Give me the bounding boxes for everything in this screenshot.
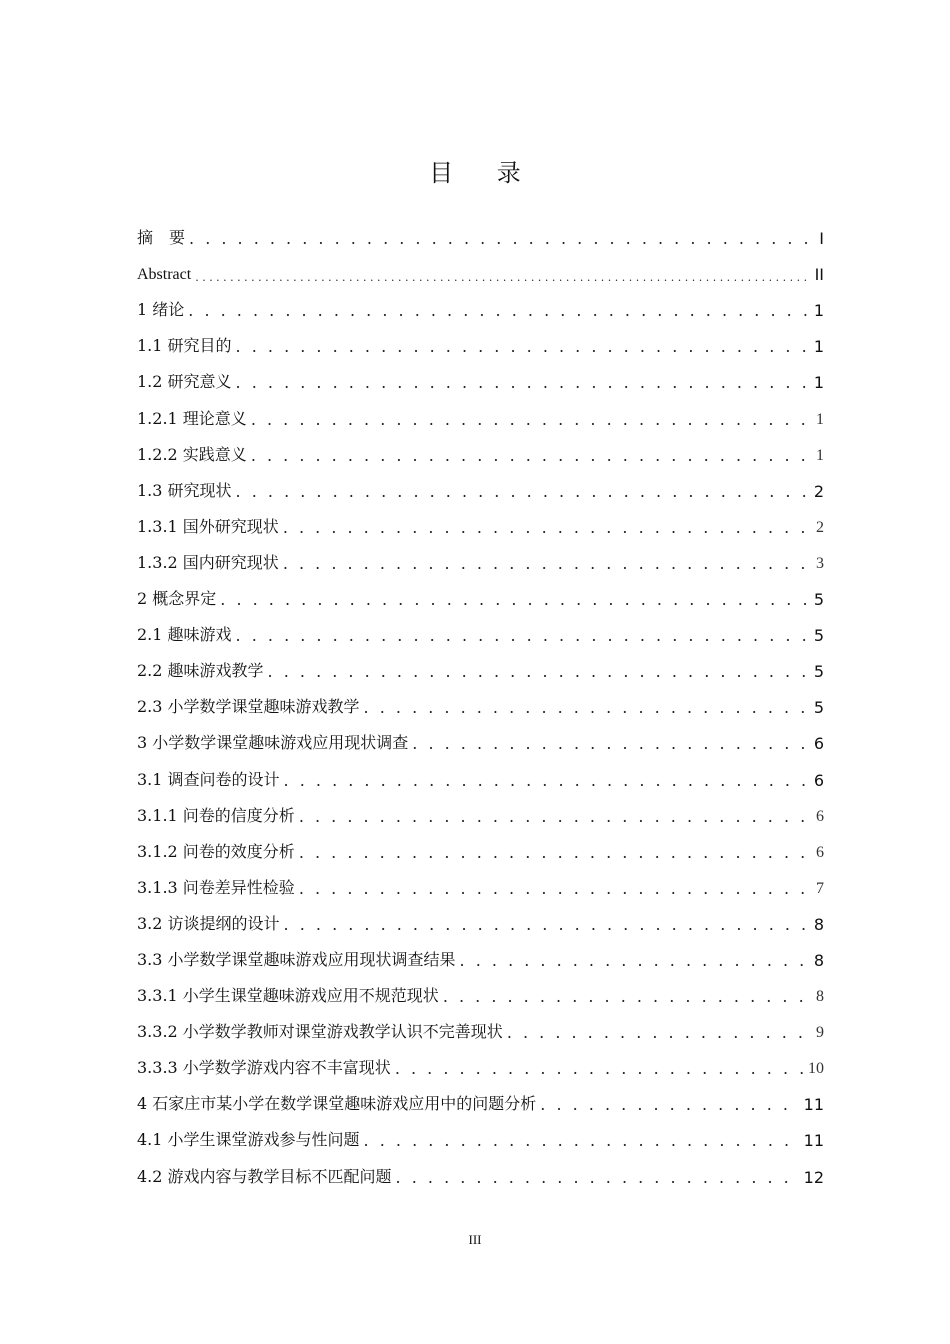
dot-leader	[460, 951, 810, 970]
toc-entry-4-1[interactable]	[137, 1120, 824, 1156]
page-title: 目 录	[429, 159, 539, 187]
toc-entry-title: 3.3.3 小学数学游戏内容不丰富现状	[137, 1058, 391, 1078]
toc-entry-page: 1	[813, 301, 824, 321]
dot-leader	[251, 410, 810, 429]
toc-entry-page: 8	[813, 914, 824, 934]
toc-entry-page: 6	[813, 734, 824, 754]
toc-entry-3-1-3[interactable]	[137, 868, 824, 904]
toc-entry-title: 3.3.2 小学数学教师对课堂游戏教学认识不完善现状	[137, 1022, 503, 1042]
toc-entry-3-3-3[interactable]	[137, 1048, 824, 1084]
dot-leader	[412, 734, 810, 753]
toc-entry-page: II	[814, 265, 824, 285]
toc-entry-3-3-2[interactable]	[137, 1012, 824, 1048]
dot-leader	[189, 229, 810, 248]
toc-entry-1-1[interactable]	[137, 326, 824, 362]
dot-leader	[195, 271, 810, 284]
toc-entry-page: 1	[813, 373, 824, 393]
dot-leader	[236, 482, 810, 501]
toc-entry-title: 3.1 调查问卷的设计	[137, 769, 280, 789]
toc-entry-2-3[interactable]	[137, 687, 824, 723]
toc-entry-abstract-cn[interactable]	[137, 218, 824, 254]
toc-entry-title: 1 绪论	[137, 300, 185, 320]
dot-leader	[284, 771, 810, 790]
dot-leader	[283, 554, 810, 573]
toc-entry-page: 5	[813, 590, 824, 610]
toc-entry-2-1[interactable]	[137, 615, 824, 651]
toc-entry-page: 2	[813, 481, 824, 501]
toc-entry-page: 8	[816, 988, 824, 1006]
toc-entry-page: 9	[816, 1024, 824, 1042]
toc-entry-title: 1.1 研究目的	[137, 336, 232, 356]
toc-entry-3-3[interactable]	[137, 940, 824, 976]
dot-leader	[220, 590, 810, 609]
toc-entry-title: 1.2.2 实践意义	[137, 444, 247, 464]
toc-entry-page: 11	[803, 1095, 824, 1115]
toc-entry-page: 1	[816, 410, 824, 428]
dot-leader	[396, 1168, 800, 1187]
toc-entry-1-2[interactable]	[137, 362, 824, 398]
dot-leader	[299, 879, 810, 898]
toc-entry-1-2-1[interactable]	[137, 398, 824, 434]
dot-leader	[299, 807, 810, 826]
toc-entry-1-3-1[interactable]	[137, 507, 824, 543]
toc-entry-title: 3.2 访谈提纲的设计	[137, 913, 280, 933]
toc-entry-page: 10	[808, 1060, 824, 1078]
toc-entry-title: 4 石家庄市某小学在数学课堂趣味游戏应用中的问题分析	[137, 1094, 537, 1114]
toc-entry-title: 3 小学数学课堂趣味游戏应用现状调查	[137, 733, 409, 753]
toc-entry-page: I	[819, 229, 824, 249]
toc-entry-page: 5	[813, 662, 824, 682]
toc-entry-title: 1.3 研究现状	[137, 480, 232, 500]
toc-entry-title: 1.3.2 国内研究现状	[137, 552, 279, 572]
toc-entry-page: 2	[816, 518, 824, 536]
toc-entry-1-3[interactable]	[137, 471, 824, 507]
dot-leader	[251, 446, 810, 465]
toc-entry-page: 5	[813, 626, 824, 646]
toc-entry-page: 8	[813, 950, 824, 970]
toc-entry-title: 4.1 小学生课堂游戏参与性问题	[137, 1130, 360, 1150]
dot-leader	[299, 843, 810, 862]
toc-entry-title: Abstract	[137, 266, 192, 284]
toc-entry-title: 1.3.1 国外研究现状	[137, 516, 279, 536]
dot-leader	[540, 1095, 799, 1114]
toc-entry-3-1[interactable]	[137, 759, 824, 795]
toc-entry-title: 3.3.1 小学生课堂趣味游戏应用不规范现状	[137, 986, 439, 1006]
dot-leader	[268, 662, 810, 681]
toc-entry-title: 2.1 趣味游戏	[137, 625, 232, 645]
toc-entry-page: 7	[816, 879, 824, 897]
toc-entry-2-2[interactable]	[137, 651, 824, 687]
toc-entry-3-1-1[interactable]	[137, 796, 824, 832]
toc-entry-page: 11	[803, 1131, 824, 1151]
dot-leader	[284, 915, 810, 934]
dot-leader	[236, 337, 810, 356]
toc-entry-3[interactable]	[137, 723, 824, 759]
toc-entry-page: 1	[813, 337, 824, 357]
toc-entry-title: 1.2.1 理论意义	[137, 408, 247, 428]
toc-entry-2[interactable]	[137, 579, 824, 615]
dot-leader	[236, 373, 810, 392]
toc-entry-page: 5	[813, 698, 824, 718]
dot-leader	[364, 698, 810, 717]
toc-entry-title: 1.2 研究意义	[137, 372, 232, 392]
dot-leader	[188, 301, 810, 320]
dot-leader	[364, 1131, 800, 1150]
toc-entry-3-3-1[interactable]	[137, 976, 824, 1012]
dot-leader	[283, 518, 810, 537]
toc-entry-3-2[interactable]	[137, 904, 824, 940]
toc-entry-title: 3.1.3 问卷差异性检验	[137, 877, 295, 897]
table-of-contents	[137, 218, 824, 1193]
toc-entry-title: 2.3 小学数学课堂趣味游戏教学	[137, 697, 360, 717]
toc-entry-page: 3	[816, 554, 824, 572]
toc-entry-1-3-2[interactable]	[137, 543, 824, 579]
toc-entry-title: 3.3 小学数学课堂趣味游戏应用现状调查结果	[137, 949, 456, 969]
toc-entry-page: 6	[813, 770, 824, 790]
toc-entry-title: 3.1.1 问卷的信度分析	[137, 805, 295, 825]
toc-entry-title: 摘 要	[137, 228, 186, 248]
toc-entry-1-2-2[interactable]	[137, 435, 824, 471]
toc-entry-title: 3.1.2 问卷的效度分析	[137, 841, 295, 861]
toc-entry-title: 2.2 趣味游戏教学	[137, 661, 264, 681]
toc-entry-abstract-en[interactable]	[137, 254, 824, 290]
toc-entry-4-2[interactable]	[137, 1156, 824, 1192]
toc-entry-title: 4.2 游戏内容与教学目标不匹配问题	[137, 1166, 392, 1186]
toc-entry-3-1-2[interactable]	[137, 832, 824, 868]
toc-entry-page: 6	[816, 843, 824, 861]
toc-entry-title: 2 概念界定	[137, 589, 217, 609]
toc-entry-page: 6	[816, 807, 824, 825]
toc-entry-1[interactable]	[137, 290, 824, 326]
dot-leader	[507, 1023, 810, 1042]
page-number: III	[468, 1232, 482, 1247]
dot-leader	[236, 626, 810, 645]
toc-entry-page: 12	[803, 1167, 824, 1187]
dot-leader	[395, 1059, 804, 1078]
dot-leader	[443, 987, 810, 1006]
toc-entry-4[interactable]	[137, 1084, 824, 1120]
toc-entry-page: 1	[816, 446, 824, 464]
